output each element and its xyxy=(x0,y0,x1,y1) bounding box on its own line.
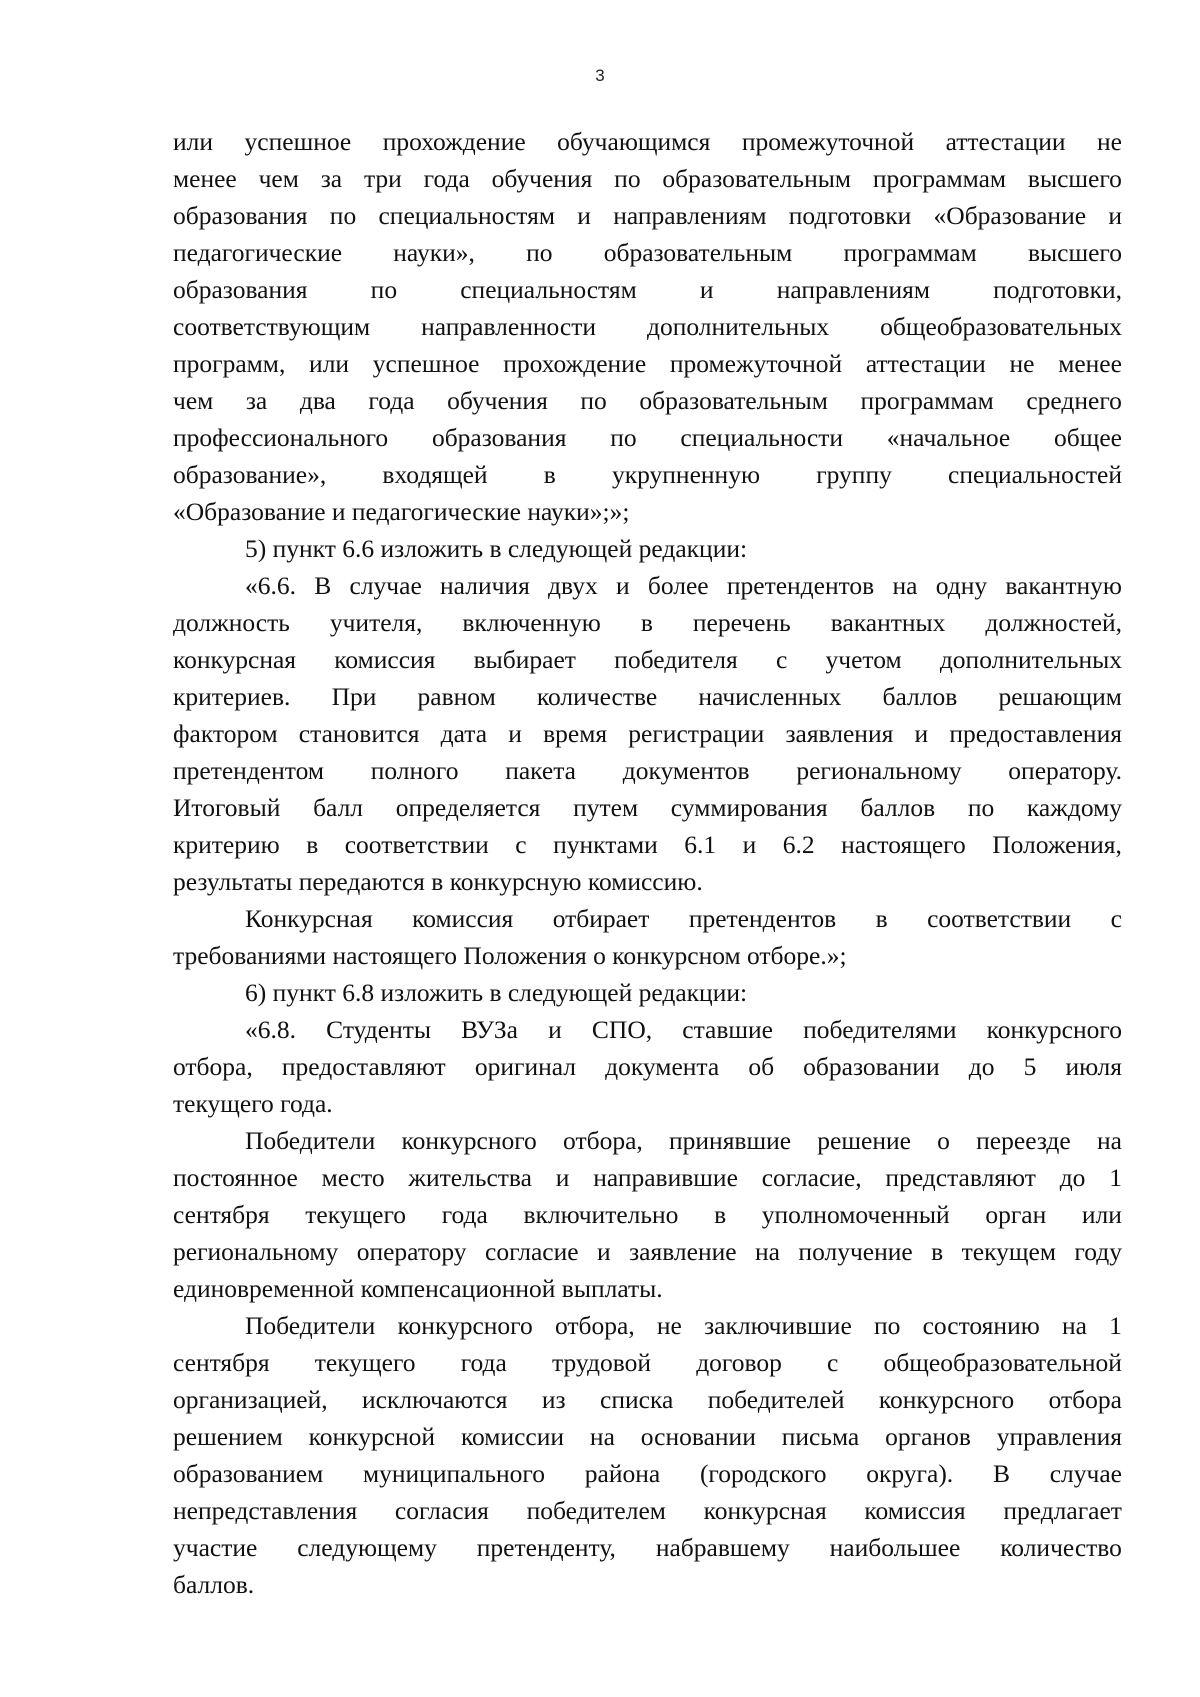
text-line: непредставления согласия победителем конкурсная комиссия предлагает xyxy=(173,1496,1122,1525)
text-line: 6) пункт 6.8 изложить в следующей редакции: xyxy=(245,978,748,1007)
text-line: постоянное место жительства и направившие согласие, представляют до 1 xyxy=(173,1163,1122,1192)
text-line: Итоговый балл определяется путем суммирования баллов по каждому xyxy=(173,793,1122,822)
text-line: Победители конкурсного отбора, не заключившие по состоянию на 1 xyxy=(245,1311,1122,1340)
text-line: соответствующим направленности дополнительных общеобразовательных xyxy=(173,312,1122,341)
text-line: претендентом полного пакета документов региональному оператору. xyxy=(173,756,1122,785)
text-line: 5) пункт 6.6 изложить в следующей редакции: xyxy=(245,534,748,563)
text-line: баллов. xyxy=(173,1570,255,1599)
text-line: образования по специальностям и направлениям подготовки «Образование и xyxy=(173,201,1122,230)
text-line: профессионального образования по специальности «начальное общее xyxy=(173,423,1122,452)
text-line: региональному оператору согласие и заявление на получение в текущем году xyxy=(173,1237,1122,1266)
text-line: конкурсная комиссия выбирает победителя с учетом дополнительных xyxy=(173,645,1122,674)
text-line: отбора, предоставляют оригинал документа об образовании до 5 июля xyxy=(173,1052,1122,1081)
text-line: педагогические науки», по образовательным программам высшего xyxy=(173,238,1122,267)
text-line: «6.8. Студенты ВУЗа и СПО, ставшие победителями конкурсного xyxy=(245,1015,1122,1044)
text-line: «Образование и педагогические науки»;»; xyxy=(173,497,630,526)
text-line: требованиями настоящего Положения о конкурсном отборе.»; xyxy=(173,941,847,970)
text-line: организацией, исключаются из списка победителей конкурсного отбора xyxy=(173,1385,1122,1414)
text-line: текущего года. xyxy=(173,1089,333,1118)
text-line: единовременной компенсационной выплаты. xyxy=(173,1274,663,1303)
text-line: участие следующему претенденту, набравшему наибольшее количество xyxy=(173,1533,1122,1562)
text-line: фактором становится дата и время регистрации заявления и предоставления xyxy=(173,719,1122,748)
page-number: 3 xyxy=(595,66,605,85)
text-line: критерию в соответствии с пунктами 6.1 и 6.2 настоящего Положения, xyxy=(173,830,1122,859)
text-line: или успешное прохождение обучающимся промежуточной аттестации не xyxy=(173,127,1122,156)
text-line: результаты передаются в конкурсную комиссию. xyxy=(173,867,703,896)
text-line: «6.6. В случае наличия двух и более претендентов на одну вакантную xyxy=(245,571,1122,600)
text-line: решением конкурсной комиссии на основании письма органов управления xyxy=(173,1422,1122,1451)
text-line: чем за два года обучения по образовательным программам среднего xyxy=(173,386,1122,415)
text-line: Конкурсная комиссия отбирает претендентов в соответствии с xyxy=(245,904,1122,933)
text-line: критериев. При равном количестве начисленных баллов решающим xyxy=(173,682,1122,711)
text-line: менее чем за три года обучения по образовательным программам высшего xyxy=(173,164,1122,193)
text-line: образованием муниципального района (городского округа). В случае xyxy=(173,1459,1122,1488)
text-line: образование», входящей в укрупненную группу специальностей xyxy=(173,460,1122,489)
document-body xyxy=(173,123,1122,1603)
text-line: Победители конкурсного отбора, принявшие решение о переезде на xyxy=(245,1126,1122,1155)
text-line: образования по специальностям и направлениям подготовки, xyxy=(173,275,1122,304)
text-line: сентября текущего года включительно в уполномоченный орган или xyxy=(173,1200,1122,1229)
text-line: сентября текущего года трудовой договор с общеобразовательной xyxy=(173,1348,1122,1377)
text-line: программ, или успешное прохождение промежуточной аттестации не менее xyxy=(173,349,1122,378)
text-line: должность учителя, включенную в перечень вакантных должностей, xyxy=(173,608,1122,637)
